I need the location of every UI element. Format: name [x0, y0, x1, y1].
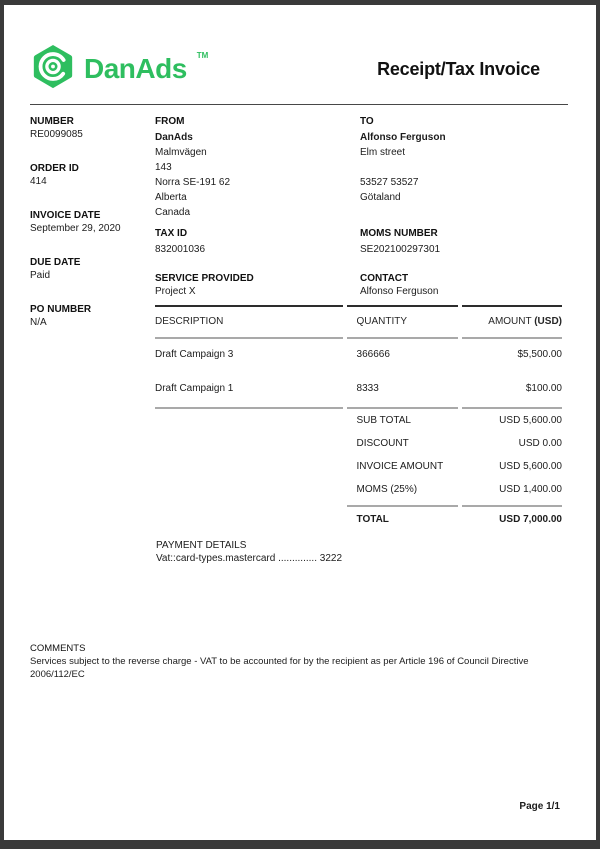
tax-id-value: 832001036: [155, 244, 206, 255]
order-id-value: 414: [30, 176, 47, 187]
amount-column-header: AMOUNT (USD): [462, 305, 562, 339]
to-address-line: Elm street: [360, 147, 406, 158]
service-provided-value: Project X: [155, 286, 196, 297]
po-number-label: PO NUMBER: [30, 304, 92, 315]
invoice-date-block: [30, 210, 155, 236]
from-address-line: 143: [155, 162, 172, 173]
invoice-amount-row: [155, 455, 562, 478]
from-address-line: Norra SE-191 62: [155, 177, 231, 188]
invoice-number-block: [30, 116, 155, 142]
subtotal-label: SUB TOTAL: [356, 415, 411, 426]
main-column: [155, 116, 562, 566]
from-name: DanAds: [155, 132, 193, 143]
contact-block: [360, 273, 562, 299]
grand-total-row: [155, 505, 562, 531]
due-date-label: DUE DATE: [30, 257, 81, 268]
table-header-row: [155, 305, 562, 339]
item-quantity: 366666: [356, 349, 390, 360]
invoice-amount-value: USD 5,600.00: [499, 461, 562, 472]
from-address-line: Malmvägen: [155, 147, 207, 158]
contact-value: Alfonso Ferguson: [360, 286, 439, 297]
brand-name: DanAds: [84, 53, 187, 84]
moms-label: MOMS (25%): [356, 484, 418, 495]
line-items-table: [151, 305, 566, 566]
comments-label: COMMENTS: [30, 643, 86, 654]
description-column-header: DESCRIPTION: [155, 305, 343, 339]
comments-text-line: Services subject to the reverse charge - VAT to be accounted for by the recipient as per Article 196 of Council Directive: [30, 656, 529, 667]
subtotal-row: [155, 409, 562, 432]
contact-label: CONTACT: [360, 273, 409, 284]
to-address-line: 53527 53527: [360, 177, 419, 188]
due-date-value: Paid: [30, 270, 51, 281]
invoice-amount-label: INVOICE AMOUNT: [356, 461, 444, 472]
number-label: NUMBER: [30, 116, 74, 127]
number-value: RE0099085: [30, 129, 83, 140]
meta-column: [30, 116, 155, 566]
moms-number-value: SE202100297301: [360, 244, 441, 255]
table-row: [155, 373, 562, 409]
payment-details-value: Vat::card-types.mastercard .............. 3222: [156, 553, 343, 564]
total-value: USD 7,000.00: [462, 505, 562, 531]
to-address-line: [360, 160, 562, 175]
document-title: Receipt/Tax Invoice: [377, 58, 540, 79]
from-address-line: Alberta: [155, 192, 187, 203]
discount-label: DISCOUNT: [356, 438, 409, 449]
from-address-line: Canada: [155, 207, 191, 218]
comments-section: [4, 642, 596, 681]
item-quantity: 8333: [347, 373, 459, 409]
moms-value: USD 1,400.00: [499, 484, 562, 495]
page-number: Page 1/1: [519, 801, 560, 812]
payment-details: [155, 531, 562, 566]
moms-number-block: [360, 228, 562, 257]
moms-row: [155, 478, 562, 505]
to-name: Alfonso Ferguson: [360, 132, 446, 143]
to-address-line: Götaland: [360, 192, 401, 203]
subtotal-value: USD 5,600.00: [499, 415, 562, 426]
comments-text-line: 2006/112/EC: [30, 669, 85, 680]
moms-number-label: MOMS NUMBER: [360, 228, 438, 239]
header: [4, 5, 596, 105]
po-number-block: [30, 304, 155, 330]
service-provided-block: [155, 273, 360, 299]
item-amount: $5,500.00: [517, 349, 562, 360]
payment-details-row: [155, 531, 562, 566]
quantity-column-header: QUANTITY: [347, 305, 459, 339]
invoice-page: [4, 5, 596, 840]
tax-id-label: TAX ID: [155, 228, 188, 239]
service-provided-label: SERVICE PROVIDED: [155, 273, 254, 284]
from-section: [155, 116, 360, 220]
tax-id-block: [155, 228, 360, 257]
item-amount: $100.00: [462, 373, 562, 409]
invoice-date-value: September 29, 2020: [30, 223, 121, 234]
item-description: Draft Campaign 1: [155, 373, 343, 409]
item-description: Draft Campaign 3: [155, 349, 234, 360]
trademark-symbol: TM: [196, 50, 209, 60]
total-label: TOTAL: [347, 505, 459, 531]
invoice-body: [4, 105, 596, 566]
from-label: FROM: [155, 116, 185, 127]
discount-row: [155, 432, 562, 455]
due-date-block: [30, 257, 155, 283]
table-row: [155, 339, 562, 373]
parties-section: [155, 116, 562, 299]
payment-details-label: PAYMENT DETAILS: [156, 540, 247, 551]
order-id-label: ORDER ID: [30, 163, 79, 174]
to-label: TO: [360, 116, 374, 127]
order-id-block: [30, 163, 155, 189]
danads-hexagon-target-icon: [30, 43, 76, 95]
brand-logo: [30, 43, 209, 95]
to-section: [360, 116, 562, 220]
invoice-date-label: INVOICE DATE: [30, 210, 101, 221]
discount-value: USD 0.00: [518, 438, 562, 449]
po-number-value: N/A: [30, 317, 47, 328]
